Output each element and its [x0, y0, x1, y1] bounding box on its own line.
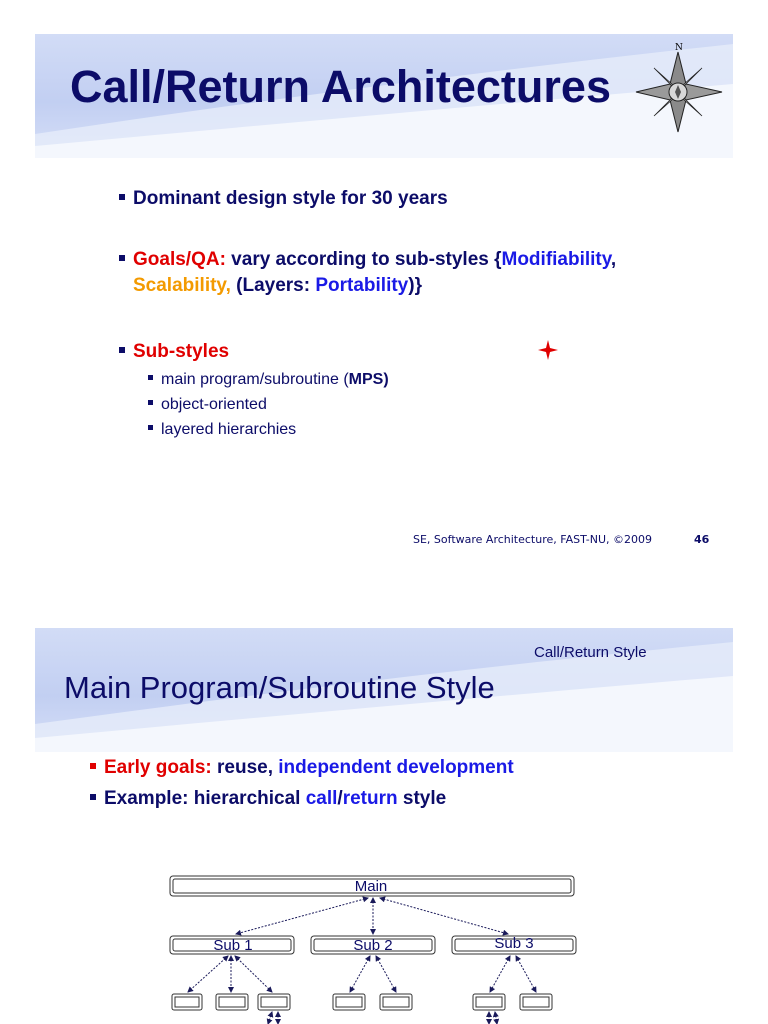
layers-text: (Layers:	[230, 275, 316, 296]
closing-brace-text: )}	[408, 275, 422, 296]
slide-footer: SE, Software Architecture, FAST-NU, ©2009	[413, 533, 653, 546]
call-arrow	[380, 898, 508, 934]
sub-bullet-mps	[148, 371, 389, 389]
style-text: style	[397, 788, 447, 809]
bullet-square-icon	[148, 375, 153, 380]
slide-main-program-subroutine	[0, 590, 768, 1024]
mps-abbrev: MPS)	[348, 371, 389, 388]
sub2-label: Sub 2	[353, 937, 393, 954]
section-tag: Call/Return Style	[534, 644, 647, 661]
call-arrow	[490, 956, 510, 992]
call-arrow	[376, 956, 396, 992]
bullet-square-icon	[90, 794, 96, 800]
sub-styles-label: Sub-styles	[133, 341, 230, 362]
red-sparkle-icon	[538, 340, 558, 360]
bullet-sub-styles	[119, 339, 229, 364]
mps-text: main program/subroutine (	[161, 371, 349, 388]
bullet-square-icon	[148, 425, 153, 430]
call-arrow	[350, 956, 370, 992]
early-goals-text: reuse,	[211, 757, 279, 778]
call-hierarchy-diagram	[0, 870, 768, 1024]
sub-bullet-layered	[148, 421, 296, 439]
bullet-square-icon	[148, 400, 153, 405]
layered-text: layered hierarchies	[161, 421, 297, 438]
goals-qa-text: vary according to sub-styles {	[225, 249, 502, 270]
comma-text: ,	[610, 249, 617, 270]
portability-text: Portability	[315, 275, 409, 296]
bullet-goals-qa	[119, 247, 616, 272]
call-arrow	[516, 956, 536, 992]
bullet-dominant-style	[119, 186, 448, 211]
sub1-label: Sub 1	[213, 937, 253, 954]
page-number: 46	[694, 533, 710, 546]
bullet-text: Dominant design style for 30 years	[133, 188, 448, 209]
bullet-early-goals	[90, 757, 514, 779]
leaf-box	[216, 994, 248, 1010]
leaf-box	[520, 994, 552, 1010]
return-text: return	[342, 788, 398, 809]
early-goals-label: Early goals:	[104, 757, 212, 778]
bullet-square-icon	[119, 347, 125, 353]
leaf-box	[258, 994, 290, 1010]
slash-text: /	[337, 788, 343, 809]
bullet-example	[90, 788, 446, 810]
call-arrow	[268, 1012, 272, 1024]
compass-rose-icon	[632, 40, 724, 140]
bullet-square-icon	[90, 763, 96, 769]
leaf-box	[473, 994, 505, 1010]
compass-north-label: N	[675, 43, 683, 53]
slide-title: Main Program/Subroutine Style	[64, 670, 495, 705]
call-text: call	[305, 788, 338, 809]
bullet-square-icon	[119, 194, 125, 200]
call-arrow	[235, 956, 272, 992]
call-arrow	[495, 1012, 497, 1024]
sub-bullet-object-oriented	[148, 396, 267, 414]
object-oriented-text: object-oriented	[161, 396, 267, 413]
main-label: Main	[354, 878, 388, 895]
leaf-box	[380, 994, 412, 1010]
independent-development-text: independent development	[278, 757, 514, 778]
slide-title: Call/Return Architectures	[70, 61, 611, 112]
bullet-square-icon	[119, 255, 125, 261]
bullet-goals-qa-continuation	[133, 273, 422, 298]
call-arrow	[188, 956, 228, 992]
leaf-box	[172, 994, 202, 1010]
scalability-text: Scalability,	[133, 275, 231, 296]
example-text: Example: hierarchical	[104, 788, 306, 809]
call-arrow	[236, 898, 368, 934]
sub3-label: Sub 3	[494, 935, 534, 952]
leaf-box	[333, 994, 365, 1010]
goals-qa-label: Goals/QA:	[133, 249, 226, 270]
modifiability-text: Modifiability	[501, 249, 611, 270]
